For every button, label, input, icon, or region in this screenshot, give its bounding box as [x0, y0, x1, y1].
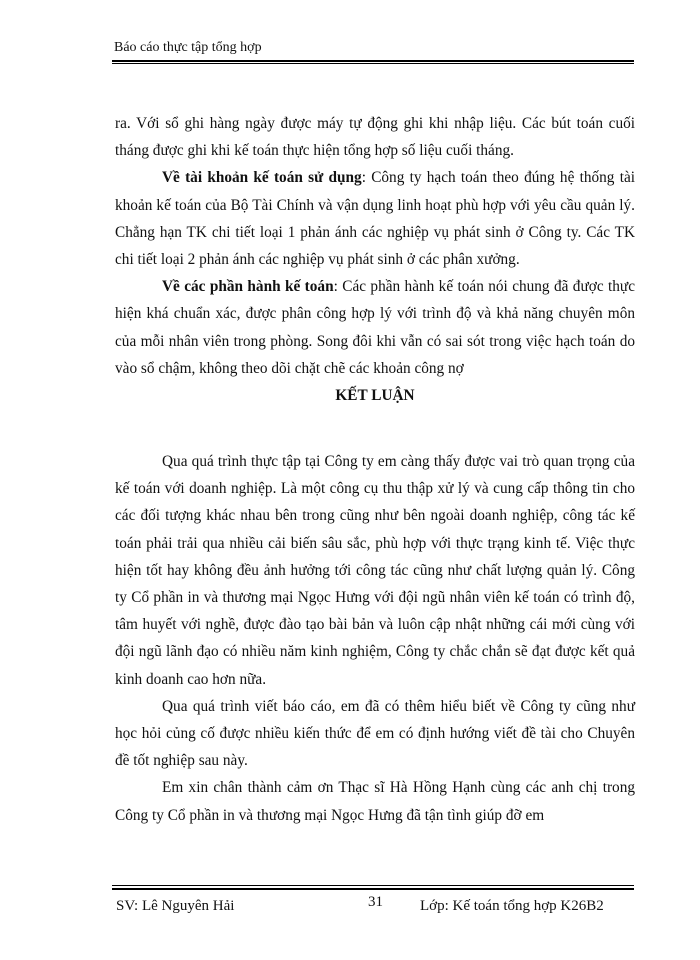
section-heading-conclusion: KẾT LUẬN	[335, 387, 415, 405]
paragraph-accounting-parts-lead: Về các phần hành kế toán	[162, 278, 334, 296]
footer-divider	[112, 888, 634, 890]
paragraph-conclusion-2: Qua quá trình viết báo cáo, em đã có thêm hiểu biết về Công ty cũng như học hỏi củng cố được nhiều kiến thức để em có định hướng viết đề tài cho Chuyên đề tốt nghiệp sau này.	[115, 697, 635, 770]
footer-page-number: 31	[368, 894, 383, 910]
footer-class: Lớp: Kế toán tổng hợp K26B2	[420, 898, 604, 914]
paragraph-accounting-parts-text: : Các phần hành kế toán nói chung đã được thực hiện khá chuẩn xác, được phân công hợp lý với trình độ và khả năng chuyên môn của mỗi nhân viên trong phòng. Song đôi khi vẫn có sai sót trong việc hạch toán do vào sổ chậm, không theo dõi chặt chẽ các khoản công nợ	[115, 278, 635, 377]
header-divider	[112, 60, 634, 62]
page-header-title: Báo cáo thực tập tổng hợp	[114, 40, 262, 55]
header-divider-thin	[112, 63, 634, 64]
paragraph-accounts-lead: Về tài khoản kế toán sử dụng	[162, 169, 362, 187]
footer-student-name: SV: Lê Nguyên Hải	[116, 898, 235, 914]
paragraph-conclusion-1: Qua quá trình thực tập tại Công ty em càng thấy được vai trò quan trọng của kế toán với doanh nghiệp. Là một công cụ thu thập xử lý và cung cấp thông tin cho các đối tượng khác nhau bên trong cũng như bên ngoài doanh nghiệp, công tác kế toán phải trải qua nhiều cải biến sâu sắc, phù hợp với thực trạng kinh tế. Việc thực hiện tốt hay không đều ảnh hưởng tới công tác cũng như chất lượng quản lý. Công ty Cổ phần in và thương mại Ngọc Hưng với đội ngũ nhân viên kế toán có trình độ, tâm huyết với nghề, được đào tạo bài bản và luôn cập nhật những cái mới cùng với đội ngũ lãnh đạo có nhiều năm kinh nghiệm, Công ty chắc chắn sẽ đạt được kết quả kinh doanh cao hơn nữa.	[115, 453, 635, 688]
paragraph-accounts	[115, 164, 635, 273]
paragraph-accounts-text: : Công ty hạch toán theo đúng hệ thống tài khoản kế toán của Bộ Tài Chính và vận dụng linh hoạt phù hợp với yêu cầu quản lý. Chẳng hạn TK chi tiết loại 1 phản ánh các nghiệp vụ phát sinh ở Công ty. Các TK chi tiết loại 2 phản ánh các nghiệp vụ phát sinh ở các phân xưởng.	[115, 169, 635, 269]
document-body	[115, 110, 635, 829]
paragraph-continuation: ra. Với sổ ghi hàng ngày được máy tự động ghi khi nhập liệu. Các bút toán cuối tháng được ghi khi kế toán thực hiện tổng hợp số liệu cuối tháng.	[115, 115, 635, 160]
footer-divider-thin	[112, 885, 634, 886]
paragraph-accounting-parts	[115, 273, 635, 382]
paragraph-thanks: Em xin chân thành cảm ơn Thạc sĩ Hà Hồng Hạnh cùng các anh chị trong Công ty Cổ phần in và thương mại Ngọc Hưng đã tận tình giúp đỡ em	[115, 779, 635, 824]
